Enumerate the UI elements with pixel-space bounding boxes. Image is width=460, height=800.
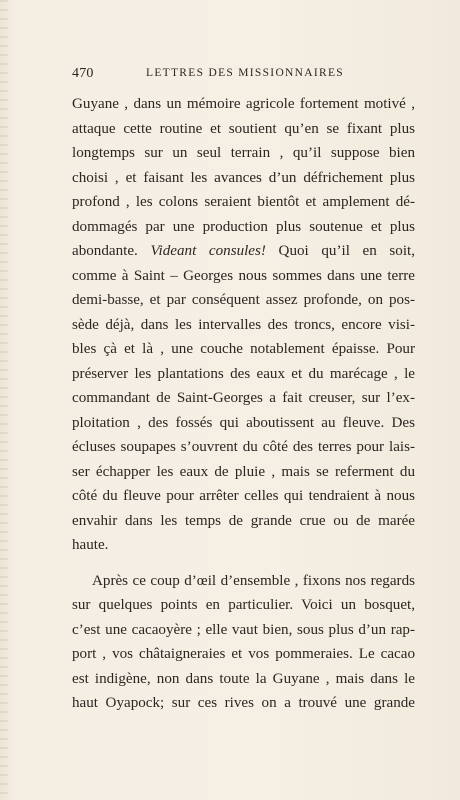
text-run: abondante. (72, 243, 151, 259)
text-line: ploitation , des fossés qui aboutissent au fleuve. Des (72, 414, 415, 431)
page-header (72, 66, 412, 82)
text-line: demi-basse, et par conséquent assez profonde, on pos- (72, 292, 415, 308)
page-number: 470 (72, 66, 94, 81)
text-line: profond , les colons seraient bientôt et amplement dé- (72, 194, 415, 210)
text-line: port , vos châtaigneraies et vos pommeraies. Le cacao (72, 646, 415, 662)
text-line: Après ce coup d’œil d’ensemble , fixons nos regards (92, 572, 415, 589)
text-line: commandant de Saint-Georges a fait creuser, sur l’ex- (72, 390, 415, 406)
text-line: choisi , et faisant les avances d’un défrichement plus (72, 169, 415, 186)
body-text (72, 92, 415, 716)
page-gutter (0, 0, 8, 800)
text-line: écluses soupapes s’ouvrent du côté des terres pour lais- (72, 439, 415, 455)
text-line: ser échapper les eaux de pluie , mais se referment du (72, 463, 415, 480)
text-line: dommagés par une production plus soutenue et plus (72, 218, 415, 235)
text-line: haute. (72, 537, 109, 553)
text-line: c’est une cacaoyère ; elle vaut bien, sous plus d’un rap- (72, 621, 415, 638)
text-line: sur quelques points en particulier. Voici un bosquet, (72, 597, 415, 613)
running-head: LETTRES DES MISSIONNAIRES (146, 67, 344, 79)
text-line-with-italic (72, 239, 415, 264)
text-line: attaque cette routine et soutient qu’en se fixant plus (72, 120, 415, 137)
text-run: Quoi qu’il en soit, (265, 243, 415, 259)
text-line: est indigène, non dans toute la Guyane , mais dans le (72, 670, 415, 687)
text-line: côté du fleuve pour arrêter celles qui tendraient à nous (72, 488, 415, 504)
paragraph-gap (72, 558, 415, 569)
text-line: envahir dans les temps de grande crue ou de marée (72, 512, 415, 529)
text-line: Guyane , dans un mémoire agricole fortement motivé , (72, 96, 415, 112)
text-line: bles çà et là , une couche notablement épaisse. Pour (72, 341, 415, 357)
text-line: préserver les plantations des eaux et du marécage , le (72, 365, 415, 382)
text-line: sède déjà, dans les intervalles des troncs, encore visi- (72, 316, 415, 333)
text-line: longtemps sur un seul terrain , qu’il suppose bien (72, 145, 415, 161)
italic-phrase: Videant consules! (150, 243, 266, 259)
text-line: comme à Saint – Georges nous sommes dans une terre (72, 267, 415, 284)
text-line: haut Oyapock; sur ces rives on a trouvé une grande (72, 695, 415, 711)
